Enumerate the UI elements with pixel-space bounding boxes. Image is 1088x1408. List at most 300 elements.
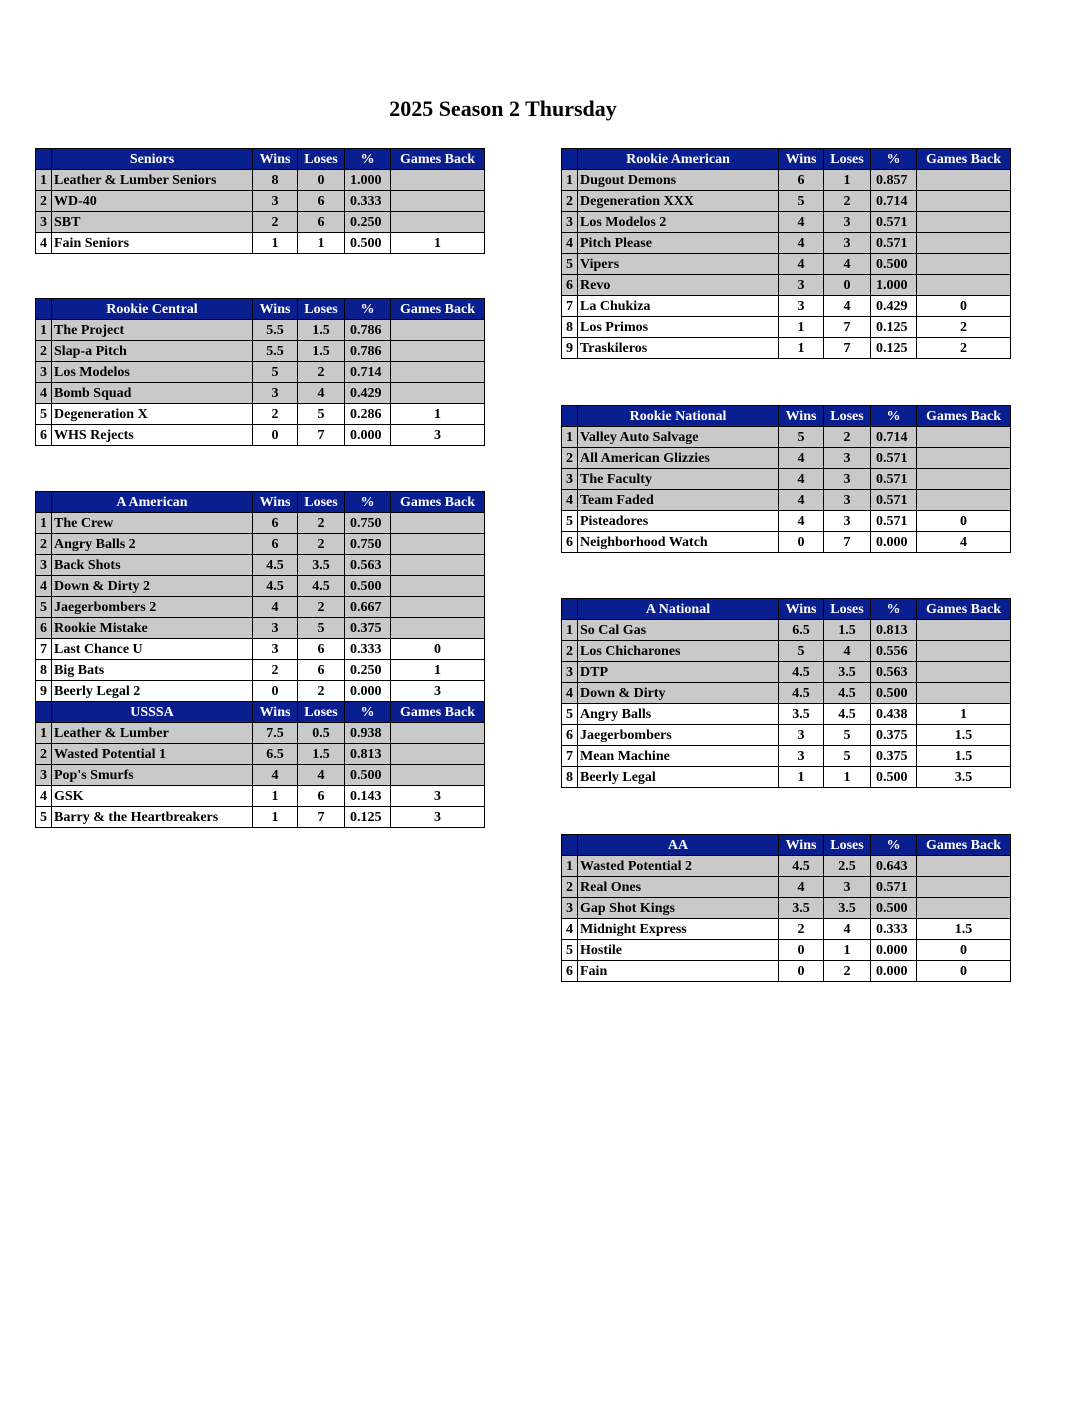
loses-cell: 7 bbox=[824, 338, 871, 359]
pct-cell: 0.714 bbox=[871, 427, 917, 448]
wins-header: Wins bbox=[253, 299, 298, 320]
games-back-cell bbox=[391, 170, 485, 191]
rank-cell: 4 bbox=[562, 490, 578, 511]
rank-cell: 5 bbox=[36, 404, 52, 425]
games-back-cell bbox=[917, 191, 1011, 212]
pct-cell: 0.563 bbox=[345, 555, 391, 576]
rank-cell: 4 bbox=[562, 919, 578, 940]
loses-cell: 4.5 bbox=[824, 683, 871, 704]
rank-cell: 2 bbox=[562, 641, 578, 662]
rank-cell: 1 bbox=[562, 856, 578, 877]
wins-cell: 6 bbox=[253, 513, 298, 534]
rank-cell: 4 bbox=[36, 233, 52, 254]
pct-header: % bbox=[345, 149, 391, 170]
loses-cell: 1.5 bbox=[298, 744, 345, 765]
pct-cell: 0.938 bbox=[345, 723, 391, 744]
rank-cell: 2 bbox=[562, 877, 578, 898]
table-row bbox=[36, 362, 485, 383]
table-row bbox=[36, 786, 485, 807]
table-row bbox=[36, 639, 485, 660]
games-back-cell: 1 bbox=[391, 404, 485, 425]
rank-cell: 4 bbox=[36, 576, 52, 597]
rank-cell: 6 bbox=[562, 725, 578, 746]
table-row bbox=[36, 425, 485, 446]
table-row bbox=[36, 233, 485, 254]
table-row bbox=[36, 320, 485, 341]
loses-cell: 4.5 bbox=[298, 576, 345, 597]
team-name-cell: Angry Balls bbox=[578, 704, 779, 725]
rank-cell: 7 bbox=[562, 296, 578, 317]
table-row bbox=[36, 618, 485, 639]
loses-cell: 6 bbox=[298, 212, 345, 233]
division-header-aa bbox=[562, 835, 1011, 856]
table-row bbox=[562, 490, 1011, 511]
loses-cell: 4 bbox=[298, 383, 345, 404]
table-row bbox=[562, 191, 1011, 212]
header-corner bbox=[562, 406, 578, 427]
wins-cell: 5 bbox=[253, 362, 298, 383]
team-name-cell: Back Shots bbox=[52, 555, 253, 576]
games-back-cell bbox=[391, 212, 485, 233]
pct-header: % bbox=[871, 835, 917, 856]
table-row bbox=[562, 620, 1011, 641]
team-name-cell: Degeneration XXX bbox=[578, 191, 779, 212]
wins-cell: 4.5 bbox=[779, 683, 824, 704]
table-row bbox=[36, 191, 485, 212]
table-row bbox=[562, 511, 1011, 532]
team-name-cell: Los Modelos 2 bbox=[578, 212, 779, 233]
division-name: AA bbox=[578, 835, 779, 856]
loses-header: Loses bbox=[824, 835, 871, 856]
games-back-cell: 1 bbox=[391, 233, 485, 254]
loses-header: Loses bbox=[824, 149, 871, 170]
wins-cell: 3 bbox=[253, 639, 298, 660]
loses-cell: 6 bbox=[298, 639, 345, 660]
games-back-cell bbox=[391, 723, 485, 744]
games-back-cell: 3.5 bbox=[917, 767, 1011, 788]
pct-cell: 0.500 bbox=[871, 898, 917, 919]
wins-cell: 6 bbox=[779, 170, 824, 191]
wins-cell: 5 bbox=[779, 191, 824, 212]
games-back-header: Games Back bbox=[917, 406, 1011, 427]
rank-cell: 2 bbox=[36, 534, 52, 555]
loses-cell: 4 bbox=[824, 641, 871, 662]
header-corner bbox=[562, 835, 578, 856]
games-back-cell bbox=[391, 362, 485, 383]
games-back-cell bbox=[917, 170, 1011, 191]
pct-cell: 0.000 bbox=[871, 940, 917, 961]
table-row bbox=[36, 170, 485, 191]
team-name-cell: Bomb Squad bbox=[52, 383, 253, 404]
pct-header: % bbox=[871, 149, 917, 170]
header-corner bbox=[36, 149, 52, 170]
wins-cell: 1 bbox=[253, 233, 298, 254]
table-row bbox=[562, 338, 1011, 359]
standings-table-rookie-national bbox=[561, 405, 1011, 553]
loses-cell: 4 bbox=[824, 919, 871, 940]
table-row bbox=[562, 877, 1011, 898]
team-name-cell: Jaegerbombers 2 bbox=[52, 597, 253, 618]
wins-cell: 2 bbox=[253, 660, 298, 681]
team-name-cell: Hostile bbox=[578, 940, 779, 961]
games-back-header: Games Back bbox=[917, 599, 1011, 620]
table-row bbox=[562, 641, 1011, 662]
team-name-cell: GSK bbox=[52, 786, 253, 807]
table-row bbox=[562, 856, 1011, 877]
table-row bbox=[36, 660, 485, 681]
pct-cell: 0.571 bbox=[871, 511, 917, 532]
wins-cell: 4.5 bbox=[253, 555, 298, 576]
team-name-cell: Wasted Potential 1 bbox=[52, 744, 253, 765]
team-name-cell: Neighborhood Watch bbox=[578, 532, 779, 553]
loses-cell: 7 bbox=[298, 425, 345, 446]
wins-cell: 4 bbox=[779, 212, 824, 233]
wins-cell: 4.5 bbox=[779, 662, 824, 683]
loses-cell: 2 bbox=[824, 961, 871, 982]
rank-cell: 2 bbox=[36, 744, 52, 765]
rank-cell: 5 bbox=[562, 254, 578, 275]
division-header-seniors bbox=[36, 149, 485, 170]
header-corner bbox=[562, 599, 578, 620]
standings-table-aa bbox=[561, 834, 1011, 982]
games-back-cell bbox=[391, 341, 485, 362]
header-corner bbox=[36, 299, 52, 320]
pct-cell: 0.750 bbox=[345, 534, 391, 555]
games-back-cell bbox=[391, 191, 485, 212]
rank-cell: 2 bbox=[36, 191, 52, 212]
table-row bbox=[36, 765, 485, 786]
loses-cell: 3.5 bbox=[824, 662, 871, 683]
table-row bbox=[562, 317, 1011, 338]
team-name-cell: Slap-a Pitch bbox=[52, 341, 253, 362]
team-name-cell: Fain Seniors bbox=[52, 233, 253, 254]
pct-header: % bbox=[871, 406, 917, 427]
table-row bbox=[562, 469, 1011, 490]
pct-cell: 0.813 bbox=[871, 620, 917, 641]
table-row bbox=[562, 940, 1011, 961]
team-name-cell: The Crew bbox=[52, 513, 253, 534]
rank-cell: 6 bbox=[36, 425, 52, 446]
team-name-cell: Los Chicharones bbox=[578, 641, 779, 662]
rank-cell: 1 bbox=[562, 170, 578, 191]
team-name-cell: The Faculty bbox=[578, 469, 779, 490]
loses-cell: 5 bbox=[824, 725, 871, 746]
pct-cell: 0.333 bbox=[345, 639, 391, 660]
wins-cell: 5.5 bbox=[253, 341, 298, 362]
wins-cell: 1 bbox=[779, 338, 824, 359]
games-back-cell bbox=[917, 662, 1011, 683]
pct-cell: 0.143 bbox=[345, 786, 391, 807]
games-back-cell bbox=[917, 898, 1011, 919]
table-row bbox=[562, 296, 1011, 317]
pct-cell: 0.125 bbox=[345, 807, 391, 828]
table-row bbox=[562, 254, 1011, 275]
pct-cell: 0.500 bbox=[871, 254, 917, 275]
division-name: Seniors bbox=[52, 149, 253, 170]
division-name: A National bbox=[578, 599, 779, 620]
wins-cell: 3 bbox=[253, 618, 298, 639]
loses-cell: 2.5 bbox=[824, 856, 871, 877]
wins-cell: 4 bbox=[779, 254, 824, 275]
wins-cell: 2 bbox=[253, 404, 298, 425]
pct-cell: 0.000 bbox=[871, 961, 917, 982]
table-row bbox=[562, 275, 1011, 296]
table-row bbox=[562, 662, 1011, 683]
loses-cell: 3 bbox=[824, 469, 871, 490]
games-back-cell bbox=[917, 233, 1011, 254]
games-back-cell: 1 bbox=[917, 704, 1011, 725]
team-name-cell: Traskileros bbox=[578, 338, 779, 359]
rank-cell: 3 bbox=[562, 212, 578, 233]
rank-cell: 1 bbox=[36, 723, 52, 744]
team-name-cell: La Chukiza bbox=[578, 296, 779, 317]
team-name-cell: So Cal Gas bbox=[578, 620, 779, 641]
games-back-cell bbox=[391, 534, 485, 555]
games-back-cell: 2 bbox=[917, 317, 1011, 338]
rank-cell: 8 bbox=[562, 767, 578, 788]
pct-cell: 0.375 bbox=[871, 725, 917, 746]
wins-cell: 2 bbox=[779, 919, 824, 940]
rank-cell: 4 bbox=[36, 786, 52, 807]
team-name-cell: Jaegerbombers bbox=[578, 725, 779, 746]
games-back-cell bbox=[917, 469, 1011, 490]
pct-cell: 0.500 bbox=[871, 683, 917, 704]
loses-cell: 1 bbox=[824, 940, 871, 961]
rank-cell: 6 bbox=[36, 618, 52, 639]
loses-cell: 3 bbox=[824, 448, 871, 469]
pct-cell: 0.333 bbox=[345, 191, 391, 212]
loses-cell: 2 bbox=[298, 534, 345, 555]
team-name-cell: Beerly Legal 2 bbox=[52, 681, 253, 702]
wins-header: Wins bbox=[779, 406, 824, 427]
table-row bbox=[36, 597, 485, 618]
rank-cell: 5 bbox=[36, 597, 52, 618]
pct-cell: 0.000 bbox=[345, 681, 391, 702]
games-back-cell: 0 bbox=[391, 639, 485, 660]
team-name-cell: The Project bbox=[52, 320, 253, 341]
loses-cell: 2 bbox=[298, 513, 345, 534]
loses-cell: 7 bbox=[824, 532, 871, 553]
header-corner bbox=[36, 702, 52, 723]
pct-cell: 0.500 bbox=[345, 576, 391, 597]
loses-cell: 4 bbox=[298, 765, 345, 786]
wins-cell: 5 bbox=[779, 427, 824, 448]
pct-cell: 0.250 bbox=[345, 660, 391, 681]
games-back-cell: 2 bbox=[917, 338, 1011, 359]
wins-cell: 6.5 bbox=[253, 744, 298, 765]
games-back-cell: 0 bbox=[917, 961, 1011, 982]
pct-cell: 0.563 bbox=[871, 662, 917, 683]
games-back-cell bbox=[917, 275, 1011, 296]
rank-cell: 5 bbox=[562, 511, 578, 532]
games-back-cell bbox=[391, 383, 485, 404]
rank-cell: 3 bbox=[36, 362, 52, 383]
pct-cell: 0.571 bbox=[871, 490, 917, 511]
table-row bbox=[562, 767, 1011, 788]
team-name-cell: WHS Rejects bbox=[52, 425, 253, 446]
team-name-cell: Beerly Legal bbox=[578, 767, 779, 788]
division-name: A American bbox=[52, 492, 253, 513]
loses-cell: 4.5 bbox=[824, 704, 871, 725]
team-name-cell: Los Modelos bbox=[52, 362, 253, 383]
table-row bbox=[562, 170, 1011, 191]
team-name-cell: Barry & the Heartbreakers bbox=[52, 807, 253, 828]
wins-cell: 3 bbox=[779, 725, 824, 746]
loses-cell: 5 bbox=[298, 404, 345, 425]
wins-cell: 0 bbox=[779, 532, 824, 553]
games-back-cell: 1 bbox=[391, 660, 485, 681]
wins-cell: 4.5 bbox=[253, 576, 298, 597]
table-row bbox=[36, 341, 485, 362]
loses-cell: 1 bbox=[824, 170, 871, 191]
loses-cell: 1 bbox=[824, 767, 871, 788]
pct-cell: 1.000 bbox=[345, 170, 391, 191]
wins-cell: 0 bbox=[779, 961, 824, 982]
wins-cell: 6.5 bbox=[779, 620, 824, 641]
table-row bbox=[562, 233, 1011, 254]
rank-cell: 3 bbox=[562, 662, 578, 683]
table-row bbox=[562, 212, 1011, 233]
pct-cell: 0.571 bbox=[871, 877, 917, 898]
loses-cell: 7 bbox=[298, 807, 345, 828]
team-name-cell: Midnight Express bbox=[578, 919, 779, 940]
division-name: USSSA bbox=[52, 702, 253, 723]
rank-cell: 6 bbox=[562, 275, 578, 296]
games-back-header: Games Back bbox=[917, 149, 1011, 170]
rank-cell: 8 bbox=[562, 317, 578, 338]
loses-cell: 4 bbox=[824, 296, 871, 317]
table-row bbox=[36, 576, 485, 597]
pct-cell: 0.125 bbox=[871, 317, 917, 338]
loses-cell: 0 bbox=[298, 170, 345, 191]
rank-cell: 7 bbox=[36, 639, 52, 660]
games-back-cell bbox=[391, 555, 485, 576]
games-back-cell bbox=[917, 641, 1011, 662]
loses-cell: 5 bbox=[298, 618, 345, 639]
games-back-cell bbox=[917, 448, 1011, 469]
pct-cell: 0.438 bbox=[871, 704, 917, 725]
wins-cell: 5 bbox=[779, 641, 824, 662]
pct-cell: 0.643 bbox=[871, 856, 917, 877]
pct-cell: 0.857 bbox=[871, 170, 917, 191]
loses-cell: 7 bbox=[824, 317, 871, 338]
rank-cell: 4 bbox=[562, 233, 578, 254]
rank-cell: 3 bbox=[36, 765, 52, 786]
games-back-cell bbox=[391, 765, 485, 786]
wins-cell: 4 bbox=[779, 877, 824, 898]
team-name-cell: Down & Dirty 2 bbox=[52, 576, 253, 597]
games-back-cell: 0 bbox=[917, 511, 1011, 532]
wins-cell: 1 bbox=[253, 807, 298, 828]
table-row bbox=[36, 807, 485, 828]
pct-header: % bbox=[345, 492, 391, 513]
division-header-a_national bbox=[562, 599, 1011, 620]
games-back-cell bbox=[917, 877, 1011, 898]
pct-cell: 0.571 bbox=[871, 233, 917, 254]
wins-cell: 1 bbox=[779, 767, 824, 788]
pct-cell: 0.429 bbox=[345, 383, 391, 404]
games-back-cell: 0 bbox=[917, 296, 1011, 317]
rank-cell: 8 bbox=[36, 660, 52, 681]
rank-cell: 6 bbox=[562, 961, 578, 982]
wins-cell: 4 bbox=[779, 469, 824, 490]
wins-cell: 3.5 bbox=[779, 898, 824, 919]
games-back-cell: 1.5 bbox=[917, 725, 1011, 746]
division-header-rookie_national bbox=[562, 406, 1011, 427]
wins-cell: 1 bbox=[253, 786, 298, 807]
games-back-cell: 3 bbox=[391, 425, 485, 446]
games-back-cell: 1.5 bbox=[917, 919, 1011, 940]
table-row bbox=[562, 898, 1011, 919]
team-name-cell: Leather & Lumber Seniors bbox=[52, 170, 253, 191]
table-row bbox=[562, 683, 1011, 704]
games-back-cell: 3 bbox=[391, 807, 485, 828]
rank-cell: 5 bbox=[36, 807, 52, 828]
games-back-cell bbox=[917, 254, 1011, 275]
page-title: 2025 Season 2 Thursday bbox=[389, 96, 617, 121]
rank-cell: 7 bbox=[562, 746, 578, 767]
rank-cell: 3 bbox=[562, 469, 578, 490]
division-name: Rookie American bbox=[578, 149, 779, 170]
header-corner bbox=[36, 492, 52, 513]
loses-cell: 2 bbox=[298, 362, 345, 383]
wins-cell: 8 bbox=[253, 170, 298, 191]
team-name-cell: Angry Balls 2 bbox=[52, 534, 253, 555]
loses-header: Loses bbox=[824, 406, 871, 427]
rank-cell: 1 bbox=[562, 427, 578, 448]
division-header-rookie_central bbox=[36, 299, 485, 320]
pct-cell: 0.500 bbox=[345, 765, 391, 786]
wins-cell: 4 bbox=[779, 511, 824, 532]
pct-cell: 0.714 bbox=[871, 191, 917, 212]
rank-cell: 3 bbox=[36, 212, 52, 233]
wins-header: Wins bbox=[253, 702, 298, 723]
loses-header: Loses bbox=[298, 702, 345, 723]
pct-cell: 0.125 bbox=[871, 338, 917, 359]
table-row bbox=[562, 532, 1011, 553]
wins-cell: 3.5 bbox=[779, 704, 824, 725]
wins-cell: 4 bbox=[779, 448, 824, 469]
loses-cell: 2 bbox=[298, 597, 345, 618]
pct-cell: 0.000 bbox=[871, 532, 917, 553]
wins-cell: 4 bbox=[253, 597, 298, 618]
team-name-cell: DTP bbox=[578, 662, 779, 683]
loses-cell: 0 bbox=[824, 275, 871, 296]
games-back-cell bbox=[391, 576, 485, 597]
team-name-cell: Mean Machine bbox=[578, 746, 779, 767]
loses-header: Loses bbox=[298, 149, 345, 170]
games-back-cell: 4 bbox=[917, 532, 1011, 553]
wins-cell: 4 bbox=[253, 765, 298, 786]
wins-cell: 4 bbox=[779, 233, 824, 254]
pct-cell: 0.571 bbox=[871, 469, 917, 490]
division-name: Rookie Central bbox=[52, 299, 253, 320]
games-back-cell: 0 bbox=[917, 940, 1011, 961]
team-name-cell: Big Bats bbox=[52, 660, 253, 681]
wins-cell: 0 bbox=[253, 425, 298, 446]
wins-header: Wins bbox=[779, 599, 824, 620]
wins-cell: 4.5 bbox=[779, 856, 824, 877]
pct-cell: 0.000 bbox=[345, 425, 391, 446]
rank-cell: 2 bbox=[562, 191, 578, 212]
pct-header: % bbox=[345, 299, 391, 320]
table-row bbox=[36, 513, 485, 534]
loses-cell: 1.5 bbox=[298, 341, 345, 362]
table-row bbox=[562, 427, 1011, 448]
standings-table-a-american-usssa bbox=[35, 491, 485, 828]
rank-cell: 4 bbox=[562, 683, 578, 704]
rank-cell: 1 bbox=[36, 320, 52, 341]
